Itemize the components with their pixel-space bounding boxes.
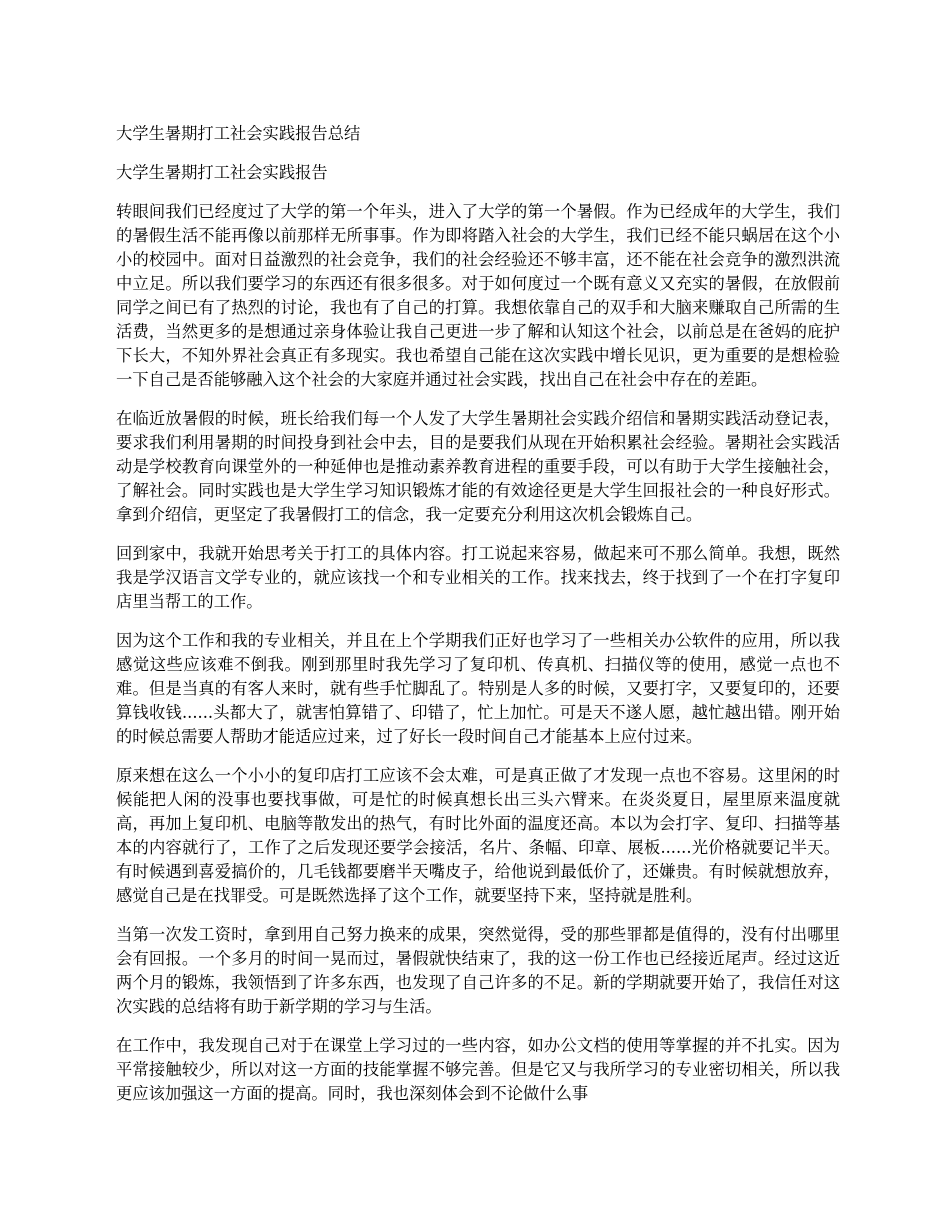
paragraph-first-salary: 当第一次发工资时，拿到用自己努力换来的成果，突然觉得，受的那些罪都是值得的，没有付出哪里会有回报。一个多月的时间一晃而过，暑假就快结束了，我的这一份工作也已经接近尾声。经过这近两个月的锻炼，我领悟到了许多东西，也发现了自己许多的不足。新的学期就要开始了，我信任对这次实践的总结将有助于新学期的学习与生活。	[116, 925, 840, 1016]
paragraph-intro: 转眼间我们已经度过了大学的第一个年头，进入了大学的第一个暑假。作为已经成年的大学生，我们的暑假生活不能再像以前那样无所事事。作为即将踏入社会的大学生，我们已经不能只蜗居在这个小小的校园中。面对日益激烈的社会竞争，我们的社会经验还不够丰富，还不能在社会竞争的激烈洪流中立足。所以我们要学习的东西还有很多很多。对于如何度过一个既有意义又充实的暑假，在放假前同学之间已有了热烈的讨论，我也有了自己的打算。我想依靠自己的双手和大脑来赚取自己所需的生活费，当然更多的是想通过亲身体验让我自己更进一步了解和认知这个社会，以前总是在爸妈的庇护下长大，不知外界社会真正有多现实。我也希望自己能在这次实践中增长见识，更为重要的是想检验一下自己是否能够融入这个社会的大家庭并通过社会实践，找出自己在社会中存在的差距。	[116, 202, 840, 389]
paragraph-hardships: 原来想在这么一个小小的复印店打工应该不会太难，可是真正做了才发现一点也不容易。这里闲的时候能把人闲的没事也要找事做，可是忙的时候真想长出三头六臂来。在炎炎夏日，屋里原来温度就高，再加上复印机、电脑等散发出的热气，有时比外面的温度还高。本以为会打字、复印、扫描等基本的内容就行了，工作了之后发现还要学会接活，名片、条幅、印章、展板......光价格就要记半天。有时候遇到喜爱搞价的，几毛钱都要磨半天嘴皮子，给他说到最低价了，还嫌贵。有时候就想放弃，感觉自己是在找罪受。可是既然选择了这个工作，就要坚持下来，坚持就是胜利。	[116, 766, 840, 905]
paragraph-learning-work: 因为这个工作和我的专业相关，并且在上个学期我们正好也学习了一些相关办公软件的应用，所以我感觉这些应该难不倒我。刚到那里时我先学习了复印机、传真机、扫描仪等的使用，感觉一点也不难。但是当真的有客人来时，就有些手忙脚乱了。特别是人多的时候，又要打字，又要复印的，还要算钱收钱......头都大了，就害怕算错了、印错了，忙上加忙。可是天不遂人愿，越忙越出错。刚开始的时候总需要人帮助才能适应过来，过了好长一段时间自己才能基本上应付过来。	[116, 631, 840, 746]
paragraph-finding-job: 回到家中，我就开始思考关于打工的具体内容。打工说起来容易，做起来可不那么简单。我想，既然我是学汉语言文学专业的，就应该找一个和专业相关的工作。找来找去，终于找到了一个在打字复印店里当帮工的工作。	[116, 544, 840, 611]
paragraph-reflection: 在工作中，我发现自己对于在课堂上学习过的一些内容，如办公文档的使用等掌握的并不扎实。因为平常接触较少，所以对这一方面的技能掌握不够完善。但是它又与我所学习的专业密切相关，所以我更应该加强这一方面的提高。同时，我也深刻体会到不论做什么事	[116, 1036, 840, 1103]
paragraph-introduction-letter: 在临近放暑假的时候，班长给我们每一个人发了大学生暑期社会实践介绍信和暑期实践活动登记表，要求我们利用暑期的时间投身到社会中去，目的是要我们从现在开始积累社会经验。暑期社会实践活动是学校教育向课堂外的一种延伸也是推动素养教育进程的重要手段，可以有助于大学生接触社会，了解社会。同时实践也是大学生学习知识锻炼才能的有效途径更是大学生回报社会的一种良好形式。拿到介绍信，更坚定了我暑假打工的信念，我一定要充分利用这次机会锻炼自己。	[116, 409, 840, 524]
document-page	[116, 122, 840, 1121]
document-title: 大学生暑期打工社会实践报告总结	[116, 124, 361, 143]
document-subtitle: 大学生暑期打工社会实践报告	[116, 163, 328, 182]
